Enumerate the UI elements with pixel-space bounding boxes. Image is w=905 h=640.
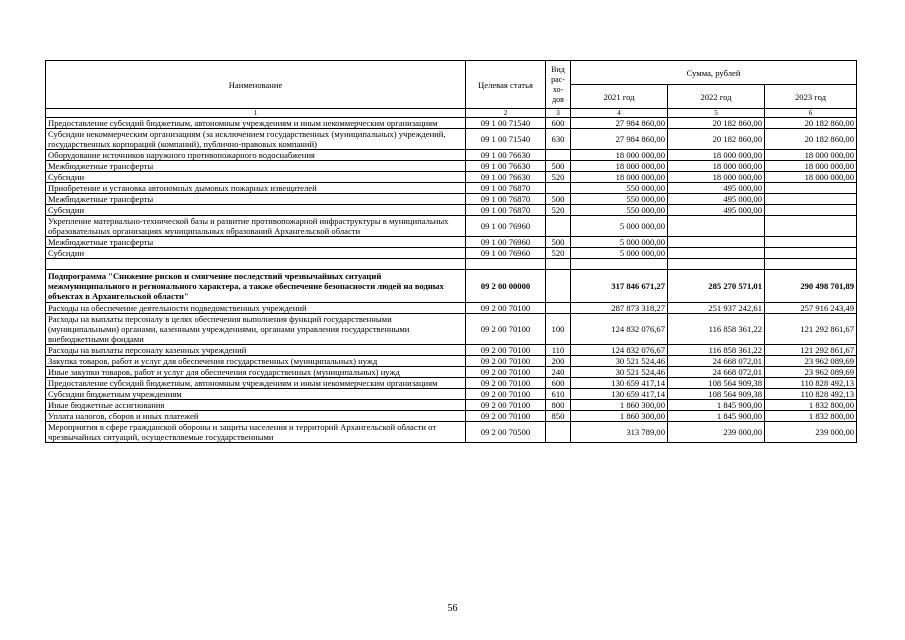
row-name: Оборудование источников наружного противопожарного водоснабжения [46,150,466,161]
row-expense-type [546,216,571,237]
row-expense-type: 500 [546,194,571,205]
table-row-empty [46,259,857,270]
row-name: Межбюджетные трансферты [46,194,466,205]
row-sum-2023: 290 498 701,89 [765,270,857,303]
table-row [46,367,857,378]
row-sum-2021 [571,259,668,270]
subprogram-row [46,270,857,303]
row-sum-2023: 239 000,00 [765,422,857,443]
row-sum-2022: 116 858 361,22 [668,314,765,345]
column-index: 3 [546,109,571,118]
row-code: 09 2 00 70100 [466,378,546,389]
row-sum-2023: 23 962 089,69 [765,356,857,367]
row-sum-2023: 257 916 243,49 [765,303,857,314]
table-row [46,129,857,150]
row-sum-2022 [668,216,765,237]
row-sum-2022: 108 564 909,38 [668,378,765,389]
row-code: 09 2 00 70100 [466,411,546,422]
row-name: Подпрограмма "Снижение рисков и смягчение последствий чрезвычайных ситуаций межмуниципального и регионального характера, а также обеспечение безопасности людей на водных объектах в Архангельской области" [46,270,466,303]
row-sum-2021: 1 860 300,00 [571,411,668,422]
row-expense-type: 520 [546,248,571,259]
row-sum-2023: 110 828 492,13 [765,389,857,400]
row-sum-2023: 1 832 800,00 [765,411,857,422]
page-number: 56 [447,603,458,614]
header-year-2023: 2023 год [765,85,857,109]
row-code: 09 1 00 76630 [466,150,546,161]
row-expense-type: 630 [546,129,571,150]
header-expense-type: Вид рас- хо- дов [546,61,571,109]
row-code: 09 1 00 76870 [466,205,546,216]
row-sum-2022: 1 845 900,00 [668,411,765,422]
row-sum-2021: 30 521 524,46 [571,367,668,378]
column-index-row [46,109,857,118]
row-sum-2022: 495 000,00 [668,194,765,205]
row-name: Укрепление материально-технической базы и развитие противопожарной инфраструктуры в муниципальных образовательных организациях муниципальных образований Архангельской области [46,216,466,237]
row-sum-2023: 1 832 800,00 [765,400,857,411]
row-code: 09 2 00 70100 [466,367,546,378]
column-index: 4 [571,109,668,118]
row-sum-2021: 550 000,00 [571,183,668,194]
table-row [46,345,857,356]
row-name: Межбюджетные трансферты [46,161,466,172]
table-row [46,172,857,183]
row-sum-2022 [668,237,765,248]
table-row [46,389,857,400]
row-expense-type: 240 [546,367,571,378]
row-sum-2022: 20 182 860,00 [668,118,765,129]
row-expense-type: 600 [546,118,571,129]
row-code: 09 2 00 70500 [466,422,546,443]
row-sum-2022: 18 000 000,00 [668,161,765,172]
row-sum-2023 [765,194,857,205]
row-sum-2021: 5 000 000,00 [571,237,668,248]
row-sum-2021: 5 000 000,00 [571,248,668,259]
row-expense-type: 800 [546,400,571,411]
table-row [46,194,857,205]
row-code: 09 1 00 76630 [466,161,546,172]
row-sum-2022: 20 182 860,00 [668,129,765,150]
row-sum-2021: 18 000 000,00 [571,161,668,172]
row-name: Предоставление субсидий бюджетным, автономным учреждениям и иным некоммерческим организациям [46,378,466,389]
row-sum-2021: 1 860 300,00 [571,400,668,411]
budget-table [45,60,857,443]
row-sum-2023: 110 828 492,13 [765,378,857,389]
table-row [46,183,857,194]
row-sum-2021: 124 832 076,67 [571,345,668,356]
row-sum-2021: 18 000 000,00 [571,150,668,161]
row-expense-type: 520 [546,172,571,183]
row-sum-2023 [765,237,857,248]
table-row [46,303,857,314]
row-name: Субсидии [46,172,466,183]
row-code: 09 1 00 76960 [466,248,546,259]
row-sum-2021: 130 659 417,14 [571,378,668,389]
row-expense-type [546,422,571,443]
table-row [46,400,857,411]
row-expense-type [546,150,571,161]
row-sum-2022: 116 858 361,22 [668,345,765,356]
row-code: 09 2 00 70100 [466,303,546,314]
row-code: 09 2 00 00000 [466,270,546,303]
table-row [46,356,857,367]
header-target-article: Целевая статья [466,61,546,109]
row-expense-type: 100 [546,314,571,345]
row-code: 09 2 00 70100 [466,314,546,345]
column-index: 5 [668,109,765,118]
row-sum-2021: 550 000,00 [571,205,668,216]
row-sum-2022: 1 845 900,00 [668,400,765,411]
row-sum-2023: 18 000 000,00 [765,172,857,183]
row-sum-2022: 18 000 000,00 [668,172,765,183]
table-row [46,237,857,248]
row-name: Мероприятия в сфере гражданской обороны и защиты населения и территорий Архангельской области от чрезвычайных ситуаций, осуществляемые государственными [46,422,466,443]
header-year-2022: 2022 год [668,85,765,109]
row-expense-type [546,270,571,303]
column-index: 6 [765,109,857,118]
row-sum-2021: 550 000,00 [571,194,668,205]
row-code: 09 2 00 70100 [466,389,546,400]
row-expense-type: 850 [546,411,571,422]
row-sum-2023 [765,259,857,270]
row-name: Субсидии бюджетным учреждениям [46,389,466,400]
row-sum-2023: 20 182 860,00 [765,118,857,129]
row-sum-2023: 23 962 089,69 [765,367,857,378]
row-sum-2021: 317 846 671,27 [571,270,668,303]
row-sum-2021: 287 873 318,27 [571,303,668,314]
row-name: Закупка товаров, работ и услуг для обеспечения государственных (муниципальных) нужд [46,356,466,367]
table-row [46,422,857,443]
row-sum-2023 [765,205,857,216]
row-sum-2023 [765,248,857,259]
row-code: 09 1 00 76870 [466,194,546,205]
row-sum-2022: 108 564 909,38 [668,389,765,400]
column-index: 1 [46,109,466,118]
row-name: Расходы на выплаты персоналу казенных учреждений [46,345,466,356]
row-expense-type [546,303,571,314]
row-expense-type: 110 [546,345,571,356]
row-sum-2023: 18 000 000,00 [765,161,857,172]
table-row [46,378,857,389]
row-expense-type [546,259,571,270]
column-index: 2 [466,109,546,118]
row-sum-2021: 27 984 860,00 [571,129,668,150]
header-year-2021: 2021 год [571,85,668,109]
row-sum-2022 [668,259,765,270]
row-sum-2021: 130 659 417,14 [571,389,668,400]
row-name: Субсидии [46,205,466,216]
row-code: 09 1 00 71540 [466,118,546,129]
row-sum-2022: 495 000,00 [668,205,765,216]
row-sum-2023: 18 000 000,00 [765,150,857,161]
row-code: 09 2 00 70100 [466,356,546,367]
row-expense-type: 200 [546,356,571,367]
row-code: 09 1 00 76630 [466,172,546,183]
row-code [466,259,546,270]
row-sum-2023 [765,216,857,237]
header-name: Наименование [46,61,466,109]
row-name: Расходы на выплаты персоналу в целях обеспечения выполнения функций государственными (муниципальными) органами, казенными учреждениями, органами управления государственными внебюджетными фондами [46,314,466,345]
row-sum-2022: 285 270 571,01 [668,270,765,303]
table-row [46,161,857,172]
table-row [46,216,857,237]
row-expense-type: 610 [546,389,571,400]
row-sum-2021: 5 000 000,00 [571,216,668,237]
row-sum-2023 [765,183,857,194]
row-code: 09 2 00 70100 [466,345,546,356]
row-expense-type: 520 [546,205,571,216]
row-sum-2022: 24 668 072,01 [668,367,765,378]
table-row [46,118,857,129]
row-name: Иные бюджетные ассигнования [46,400,466,411]
row-sum-2023: 121 292 861,67 [765,314,857,345]
row-name: Межбюджетные трансферты [46,237,466,248]
row-sum-2022: 251 937 242,61 [668,303,765,314]
row-sum-2023: 121 292 861,67 [765,345,857,356]
row-code: 09 1 00 76870 [466,183,546,194]
row-sum-2023: 20 182 860,00 [765,129,857,150]
row-name: Предоставление субсидий бюджетным, автономным учреждениям и иным некоммерческим организациям [46,118,466,129]
row-sum-2022: 239 000,00 [668,422,765,443]
row-sum-2022 [668,248,765,259]
row-sum-2021: 30 521 524,46 [571,356,668,367]
row-sum-2021: 313 789,00 [571,422,668,443]
row-sum-2021: 27 984 860,00 [571,118,668,129]
row-name: Расходы на обеспечение деятельности подведомственных учреждений [46,303,466,314]
table-row [46,248,857,259]
row-code: 09 1 00 76960 [466,237,546,248]
row-sum-2022: 18 000 000,00 [668,150,765,161]
table-row [46,205,857,216]
row-sum-2021: 124 832 076,67 [571,314,668,345]
row-expense-type: 500 [546,237,571,248]
table-row [46,150,857,161]
table-row [46,314,857,345]
row-name: Уплата налогов, сборов и иных платежей [46,411,466,422]
row-sum-2022: 495 000,00 [668,183,765,194]
row-expense-type: 500 [546,161,571,172]
row-code: 09 2 00 70100 [466,400,546,411]
row-code: 09 1 00 76960 [466,216,546,237]
row-name: Субсидии некоммерческим организациям (за исключением государственных (муниципальных) учреждений, государственных корпораций (компаний), публично-правовых компаний) [46,129,466,150]
row-expense-type [546,183,571,194]
row-expense-type: 600 [546,378,571,389]
row-name [46,259,466,270]
header-sum: Сумма, рублей [571,61,857,85]
row-code: 09 1 00 71540 [466,129,546,150]
table-row [46,411,857,422]
row-sum-2022: 24 668 072,01 [668,356,765,367]
row-name: Приобретение и установка автономных дымовых пожарных извещателей [46,183,466,194]
row-name: Иные закупки товаров, работ и услуг для обеспечения государственных (муниципальных) нужд [46,367,466,378]
row-sum-2021: 18 000 000,00 [571,172,668,183]
row-name: Субсидии [46,248,466,259]
